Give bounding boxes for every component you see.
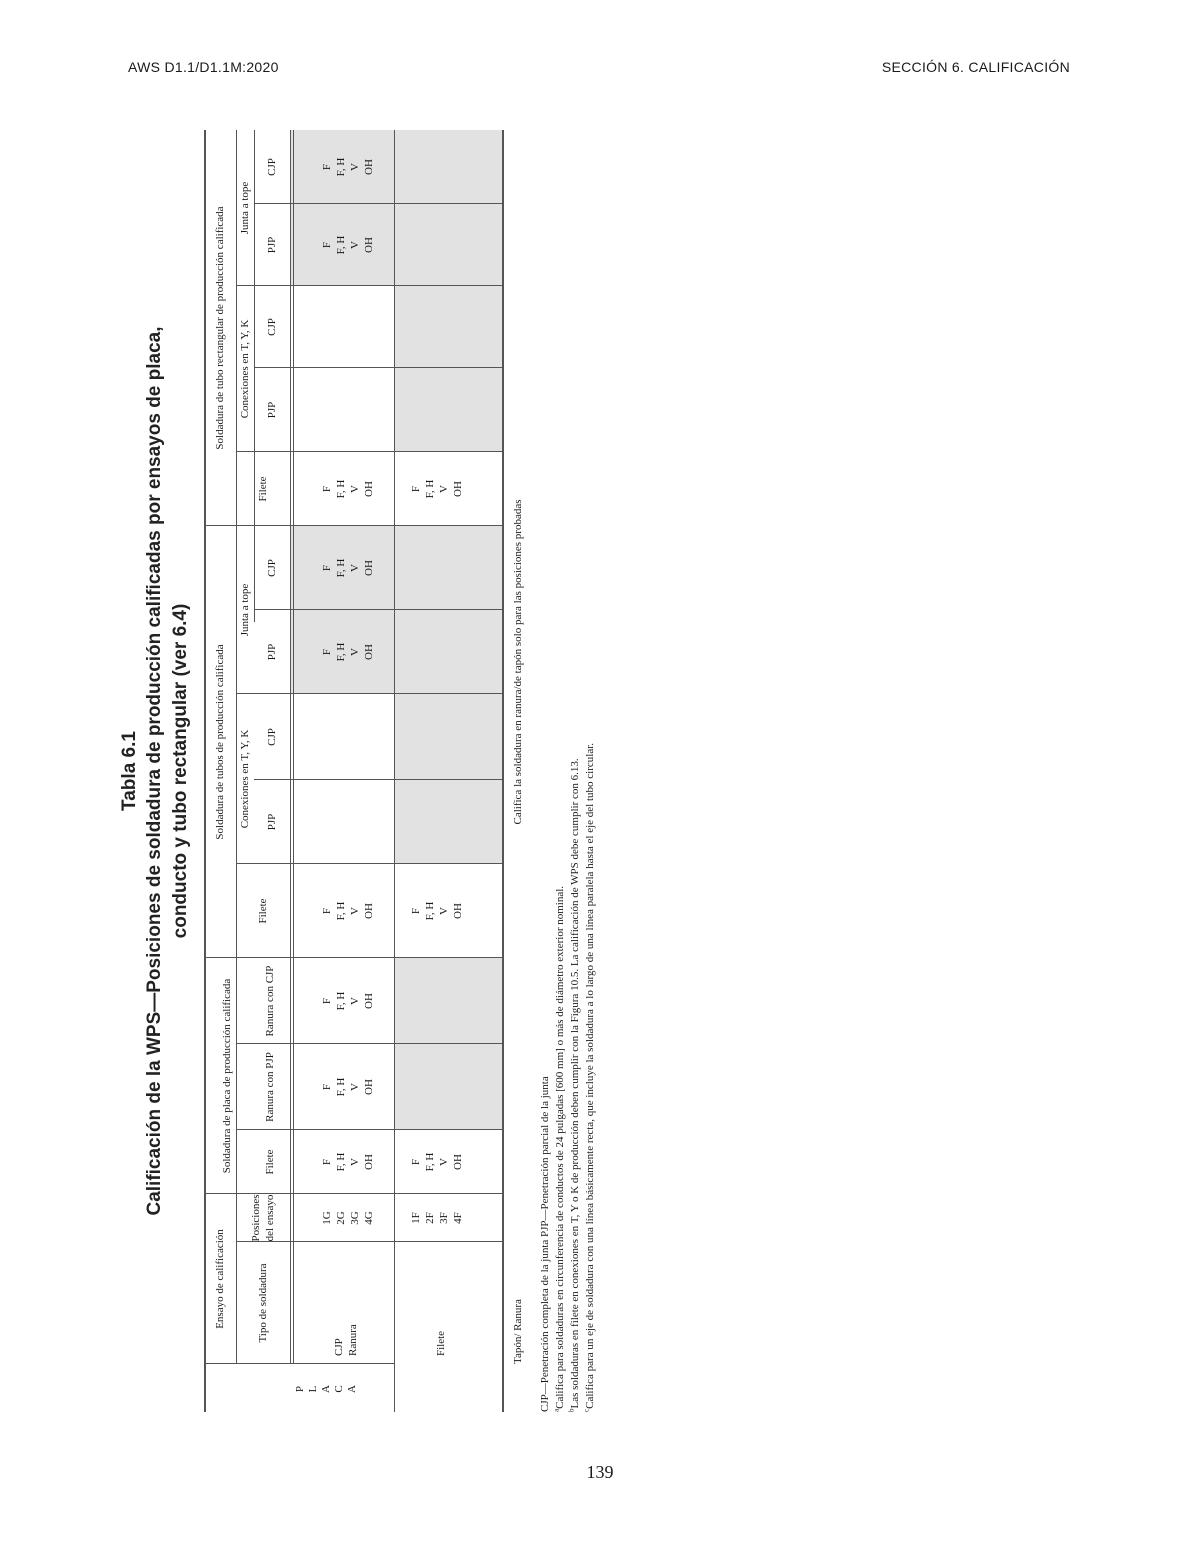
- header-qualification-test: Ensayo de calificación: [214, 1229, 226, 1329]
- header-box-butt: Junta a tope: [239, 181, 251, 235]
- header-box-group: Soldadura de tubo rectangular de producción calificada: [214, 206, 226, 450]
- header-box-butt-pjp: PJP: [266, 236, 278, 254]
- rule-head-bottom2: [293, 130, 294, 1364]
- rule-mid: [394, 130, 395, 1412]
- row2-pipe-fillet: F F, H V OH: [410, 901, 464, 921]
- running-header-left: AWS D1.1/D1.1M:2020: [128, 59, 279, 75]
- header-plate-groove-cjp: Ranura con CJP: [264, 965, 276, 1037]
- shade-plate-cjp-fillet: [394, 1044, 502, 1130]
- row-type-plug: Tapón/ Ranura: [512, 1299, 524, 1364]
- plate-side-label: P L A C A: [294, 1385, 358, 1393]
- header-box-fillet: Filete: [257, 476, 269, 502]
- row2-box-fillet: F F, H V OH: [410, 479, 464, 499]
- rule-v-pipe-tyk-mid: [254, 779, 502, 780]
- header-box-butt-cjp: CJP: [266, 158, 278, 176]
- note-a: $^a$Califica para soldaduras en circunferencia de conductos de 24 pulgadas [600 mm] o más de diámetro exterior nominal.: [552, 885, 566, 1412]
- header-pipe-butt-pjp: PJP: [266, 643, 278, 661]
- row1-plate-pjp: F F, H V OH: [321, 1077, 375, 1097]
- table-title-line1: Calificación de la WPS—Posiciones de soldadura de producción calificadas por ensayos de placa,: [144, 326, 165, 1216]
- header-pipe-group: Soldadura de tubos de producción calificada: [214, 644, 226, 840]
- note-b: $^b$Las soldaduras en filete en conexiones en T, Y o K de producción deben cumplir con la Figura 10.5. La calificación de WPS debe cumplir con 6.13.: [567, 758, 581, 1412]
- row1-plate-cjp: F F, H V OH: [321, 991, 375, 1011]
- row1-pipe-fillet: F F, H V OH: [321, 901, 375, 921]
- row1-box-pjp: F F, H V OH: [321, 235, 375, 255]
- row1-positions: 1G 2G 3G 4G: [321, 1211, 375, 1225]
- header-plate-fillet: Filete: [264, 1149, 276, 1175]
- header-test-positions: Posiciones del ensayo: [250, 1194, 276, 1242]
- table-title-block: [118, 130, 204, 1412]
- header-pipe-tyk: Conexiones en T, Y, K: [239, 729, 251, 829]
- header-pipe-tyk-pjp: PJP: [266, 813, 278, 831]
- header-weld-type: Tipo de soldadura: [257, 1263, 269, 1343]
- rule-v-box-butt-mid: [254, 203, 502, 204]
- header-pipe-butt: Junta a tope: [239, 583, 251, 637]
- table-title-line2: conducto y tubo rectangular (ver 6.4): [170, 603, 191, 939]
- row1-plate-fillet: F F, H V OH: [321, 1152, 375, 1172]
- rule-v-pipe-butt-mid: [254, 609, 502, 610]
- header-plate-groove-pjp: Ranura con PJP: [264, 1052, 276, 1122]
- row1-pipe-cjp: F F, H V OH: [321, 558, 375, 578]
- table-label: Tabla 6.1: [119, 731, 140, 811]
- header-box-tyk-pjp: PJP: [266, 401, 278, 419]
- row1-box-cjp: F F, H V OH: [321, 157, 375, 177]
- running-header-right: SECCIÓN 6. CALIFICACIÓN: [881, 59, 1070, 75]
- row2-plate-fillet: F F, H V OH: [410, 1152, 464, 1172]
- qualification-table: [204, 130, 534, 1412]
- table-notes: [538, 130, 598, 1412]
- header-box-tyk: Conexiones en T, Y, K: [239, 319, 251, 419]
- row-type-fillet: Filete: [435, 1330, 447, 1356]
- header-plate-group: Soldadura de placa de producción calificada: [221, 978, 233, 1174]
- rotated-table-region: [118, 130, 622, 1412]
- header-pipe-butt-cjp: CJP: [266, 559, 278, 577]
- note-c: $^c$Califica para un eje de soldadura con una línea básicamente recta, que incluye la soldadura a lo largo de una línea paralela hasta el eje del tubo circular.: [582, 742, 596, 1412]
- row-type-cjp: CJP Ranura: [333, 1324, 359, 1356]
- header-pipe-fillet: Filete: [257, 898, 269, 924]
- row1-pipe-pjp: F F, H V OH: [321, 642, 375, 662]
- rule-v-box-tyk-mid: [254, 367, 502, 368]
- note-abbreviations: CJP—Penetración completa de la junta PJP—Penetración parcial de la junta: [539, 1076, 551, 1412]
- header-pipe-tyk-cjp: CJP: [266, 728, 278, 746]
- header-box-tyk-cjp: CJP: [266, 318, 278, 336]
- plug-note: Califica la soldadura en ranura/de tapón solo para las posiciones probadas: [512, 499, 524, 825]
- page-number: 139: [586, 1462, 614, 1482]
- row2-positions: 1F 2F 3F 4F: [410, 1212, 464, 1224]
- shade-plate-pjp-fillet: [394, 958, 502, 1044]
- shade-box-tyk-fillet: [394, 130, 502, 286]
- rule-head-bottom: [290, 130, 291, 1364]
- shade-pipe-tyk-fillet: [394, 526, 502, 694]
- shade-box-butt-fillet: [394, 286, 502, 452]
- row1-box-fillet: F F, H V OH: [321, 479, 375, 499]
